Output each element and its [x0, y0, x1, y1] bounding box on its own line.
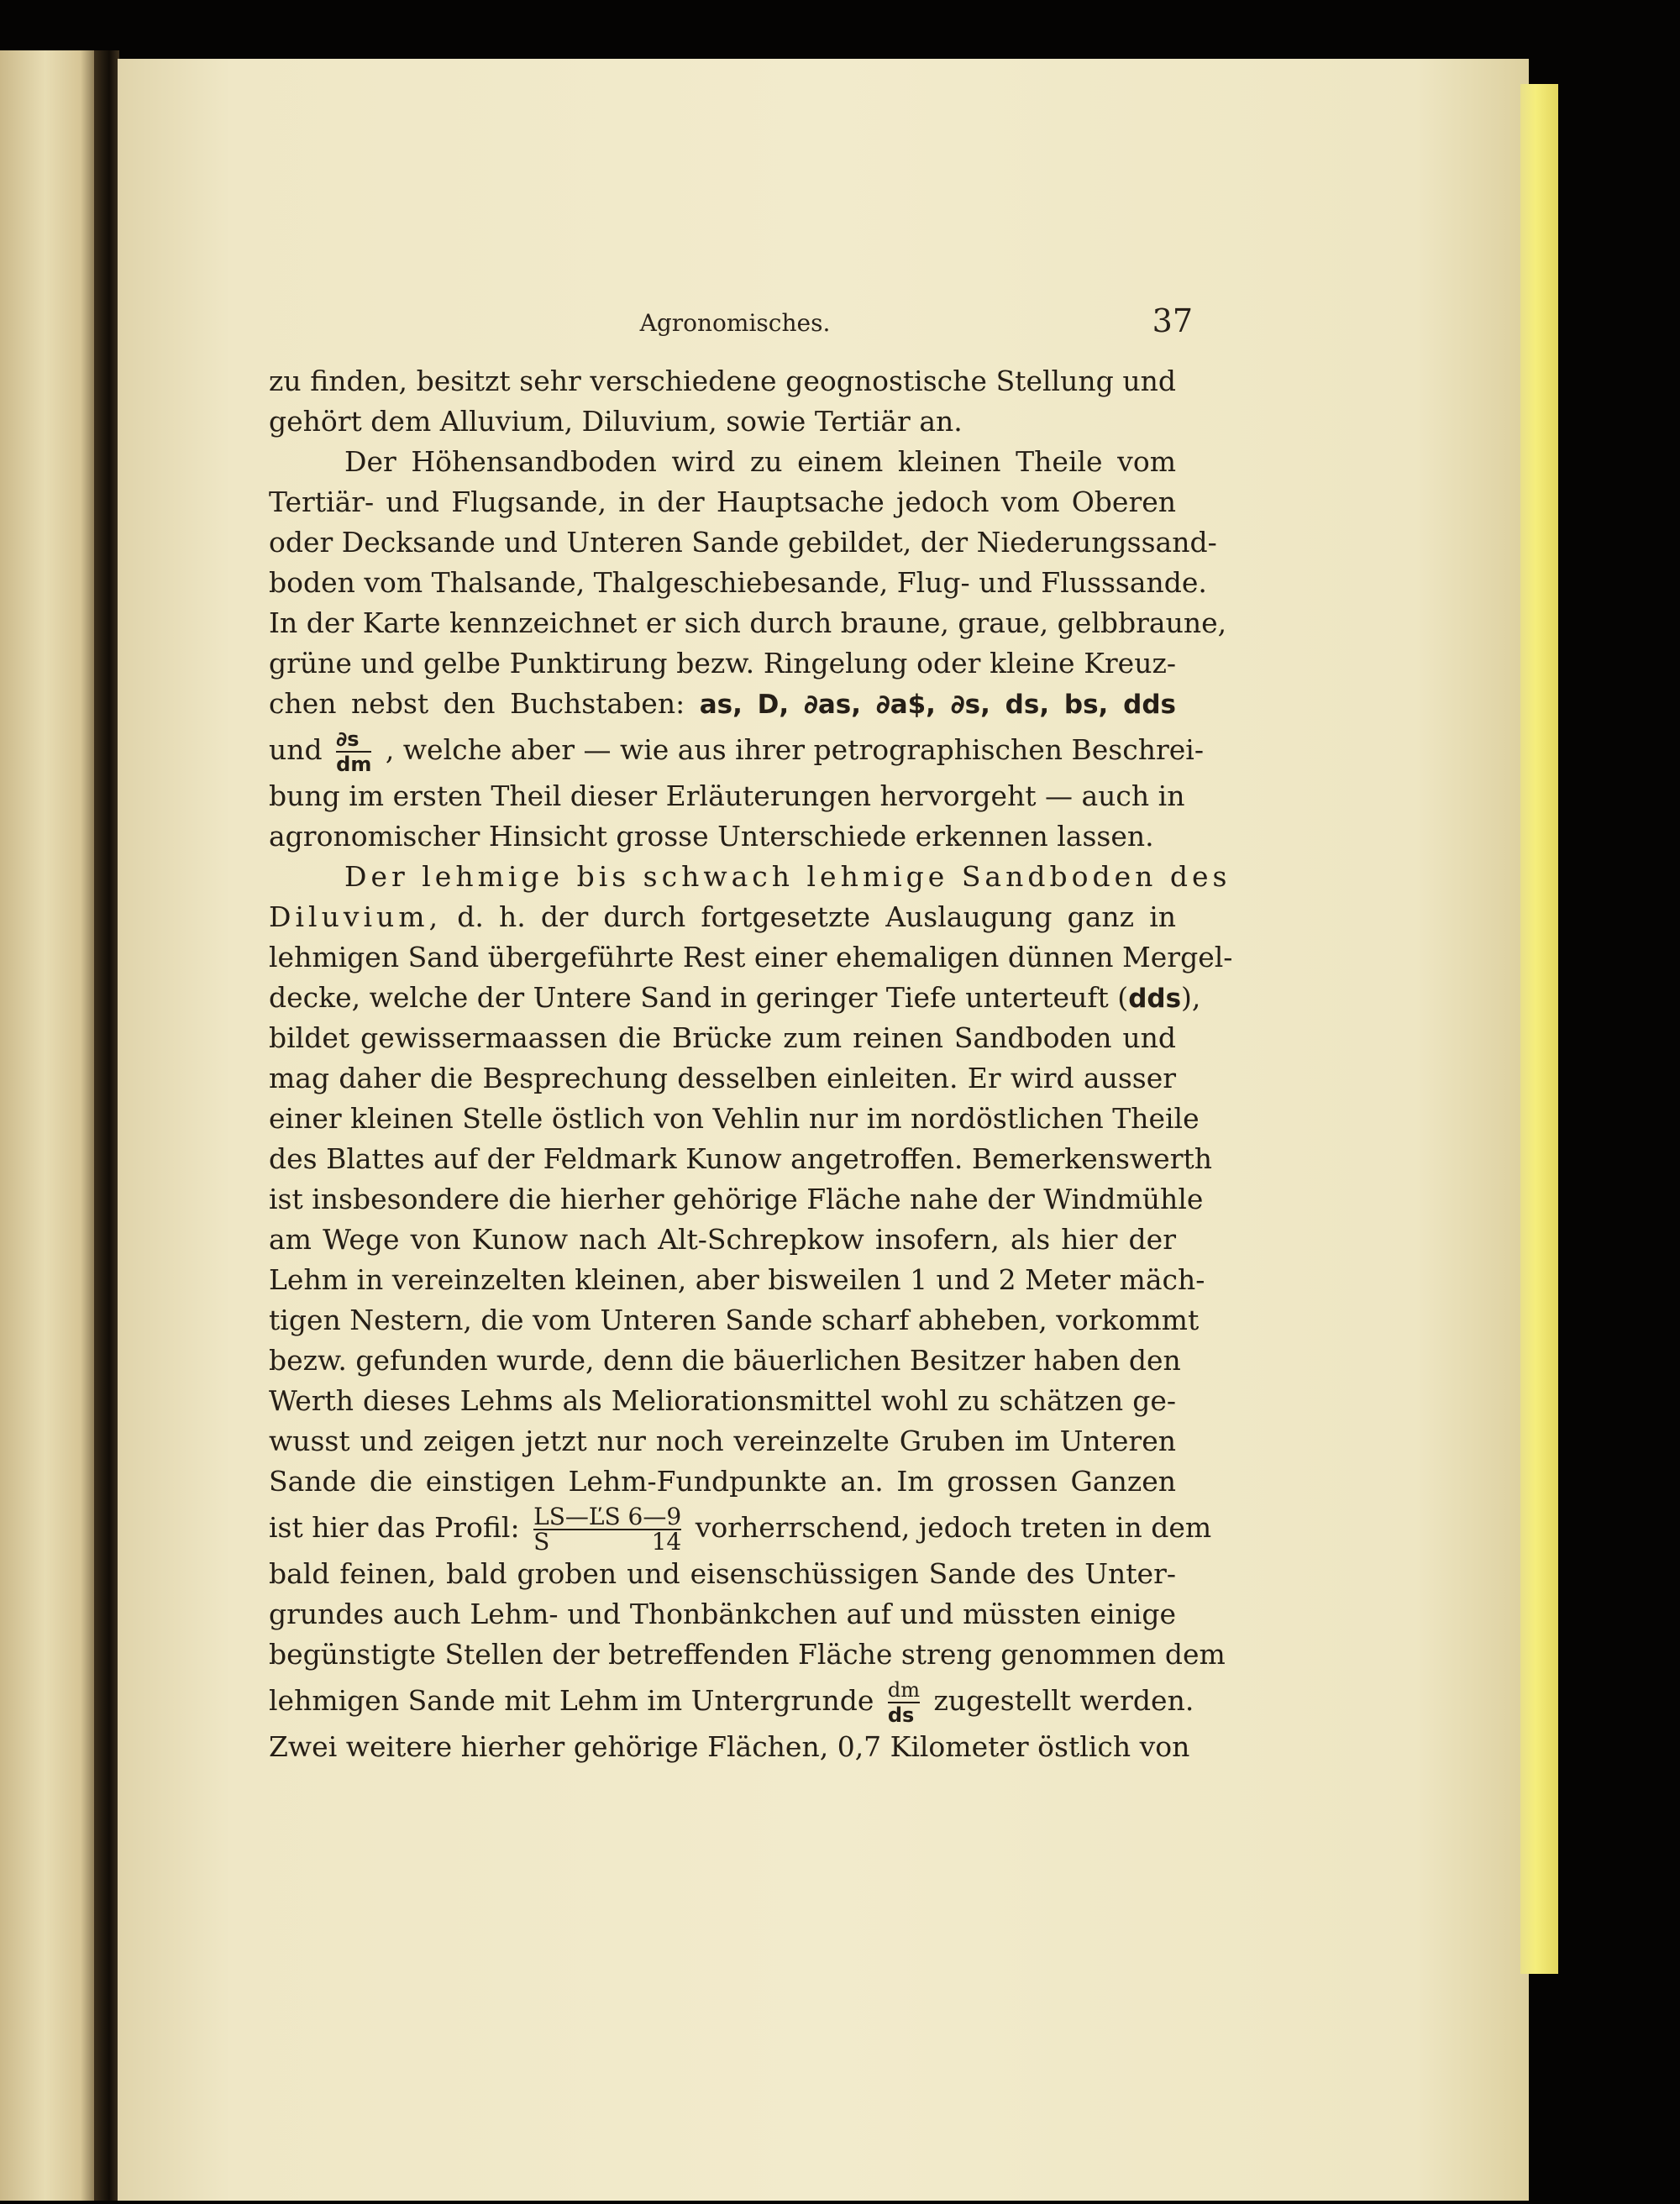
text-line: oder Decksande und Unteren Sande gebildet, der Niederungssand-: [269, 526, 1217, 559]
text-fragment: Diluvium,: [269, 900, 443, 933]
text-line: ist insbesondere die hierher gehörige Fläche nahe der Windmühle: [269, 1183, 1204, 1215]
text-fragment: und: [269, 733, 323, 766]
left-page-edge: [0, 50, 101, 2201]
book-gutter: [94, 50, 119, 2201]
text-line: [269, 724, 1204, 776]
text-line: [269, 1502, 1212, 1556]
text-line: des Blattes auf der Feldmark Kunow angetroffen. Bemerkenswerth: [269, 1142, 1212, 1175]
text-line: bildet gewissermaassen die Brücke zum reinen Sandboden und: [269, 1021, 1176, 1054]
text-line: [269, 684, 1176, 724]
profile-formula: [533, 1505, 681, 1554]
page-edges: [1520, 84, 1558, 1974]
running-head: [277, 302, 1193, 344]
text-line: [269, 978, 1201, 1018]
text-line: boden vom Thalsande, Thalgeschiebesande, Flug- und Flusssande.: [269, 566, 1207, 599]
text-line: In der Karte kennzeichnet er sich durch braune, graue, gelbbraune,: [269, 606, 1227, 639]
text-fragment: decke, welche der Untere Sand in geringer Tiefe unterteuft (: [269, 981, 1129, 1014]
page-header-title: Agronomisches.: [639, 309, 831, 337]
text-line: tigen Nestern, die vom Unteren Sande scharf abheben, vorkommt: [269, 1304, 1200, 1336]
text-line: Sande die einstigen Lehm-Fundpunkte an. Im grossen Ganzen: [269, 1465, 1176, 1498]
text-line: [269, 1675, 1194, 1727]
text-line: agronomischer Hinsicht grosse Unterschiede erkennen lassen.: [269, 820, 1154, 853]
text-line: Der lehmige bis schwach lehmige Sandboden des: [344, 860, 1231, 893]
text-line: wusst und zeigen jetzt nur noch vereinzelte Gruben im Unteren: [269, 1425, 1176, 1457]
text-fragment: , welche aber — wie aus ihrer petrographischen Beschrei-: [385, 733, 1204, 766]
text-line: bezw. gefunden wurde, denn die bäuerlichen Besitzer haben den: [269, 1344, 1181, 1377]
text-line: zu finden, besitzt sehr verschiedene geognostische Stellung und: [269, 365, 1176, 397]
body-text: [269, 361, 1233, 1767]
fraction-numerator: ∂s: [336, 727, 360, 751]
text-line: Zwei weitere hierher gehörige Flächen, 0,7 Kilometer östlich von: [269, 1730, 1190, 1763]
text-line: bung im ersten Theil dieser Erläuterungen hervorgeht — auch in: [269, 779, 1185, 812]
text-fragment: zugestellt werden.: [933, 1684, 1194, 1717]
text-line: grüne und gelbe Punktirung bezw. Ringelung oder kleine Kreuz-: [269, 647, 1176, 680]
text-line: bald feinen, bald groben und eisenschüssigen Sande des Unter-: [269, 1557, 1176, 1590]
text-fragment: vorherrschend, jedoch treten in dem: [695, 1511, 1212, 1544]
text-fragment: chen nebst den Buchstaben:: [269, 687, 685, 720]
text-line: am Wege von Kunow nach Alt-Schrepkow insofern, als hier der: [269, 1223, 1176, 1256]
fraction-symbol: [336, 727, 371, 776]
fraction-denominator: dm: [336, 753, 372, 776]
text-line: mag daher die Besprechung desselben einleiten. Er wird ausser: [269, 1062, 1176, 1094]
text-line: Werth dieses Lehms als Meliorationsmittel wohl zu schätzen ge-: [269, 1384, 1176, 1417]
text-fragment: lehmigen Sande mit Lehm im Untergrunde: [269, 1684, 874, 1717]
text-line: begünstigte Stellen der betreffenden Fläche streng genommen dem: [269, 1638, 1226, 1671]
text-fragment: d. h. der durch fortgesetzte Auslaugung ganz in: [457, 900, 1176, 933]
text-line: [269, 897, 1176, 937]
profile-denominator: S 14: [533, 1528, 682, 1556]
profile-numerator: LS—ĽS 6—9: [533, 1503, 682, 1530]
map-symbols: as, D, ∂as, ∂a$, ∂s, ds, bs, dds: [699, 690, 1176, 720]
text-line: Der Höhensandboden wird zu einem kleinen Theile vom: [344, 445, 1176, 478]
text-line: Lehm in vereinzelten kleinen, aber bisweilen 1 und 2 Meter mäch-: [269, 1263, 1205, 1296]
map-symbol: dds: [1128, 984, 1182, 1014]
text-line: lehmigen Sand übergeführte Rest einer ehemaligen dünnen Mergel-: [269, 941, 1233, 973]
page-number: 37: [1152, 302, 1193, 339]
fraction-symbol: [888, 1678, 920, 1727]
text-line: gehört dem Alluvium, Diluvium, sowie Tertiär an.: [269, 405, 963, 438]
text-fragment: ),: [1181, 981, 1201, 1014]
fraction-denominator: ds: [888, 1702, 920, 1727]
text-fragment: ist hier das Profil:: [269, 1511, 520, 1544]
text-line: Tertiär- und Flugsande, in der Hauptsache jedoch vom Oberen: [269, 485, 1176, 518]
fraction-numerator: dm: [887, 1678, 920, 1702]
text-line: grundes auch Lehm- und Thonbänkchen auf und müssten einige: [269, 1598, 1176, 1630]
text-line: einer kleinen Stelle östlich von Vehlin nur im nordöstlichen Theile: [269, 1102, 1200, 1135]
